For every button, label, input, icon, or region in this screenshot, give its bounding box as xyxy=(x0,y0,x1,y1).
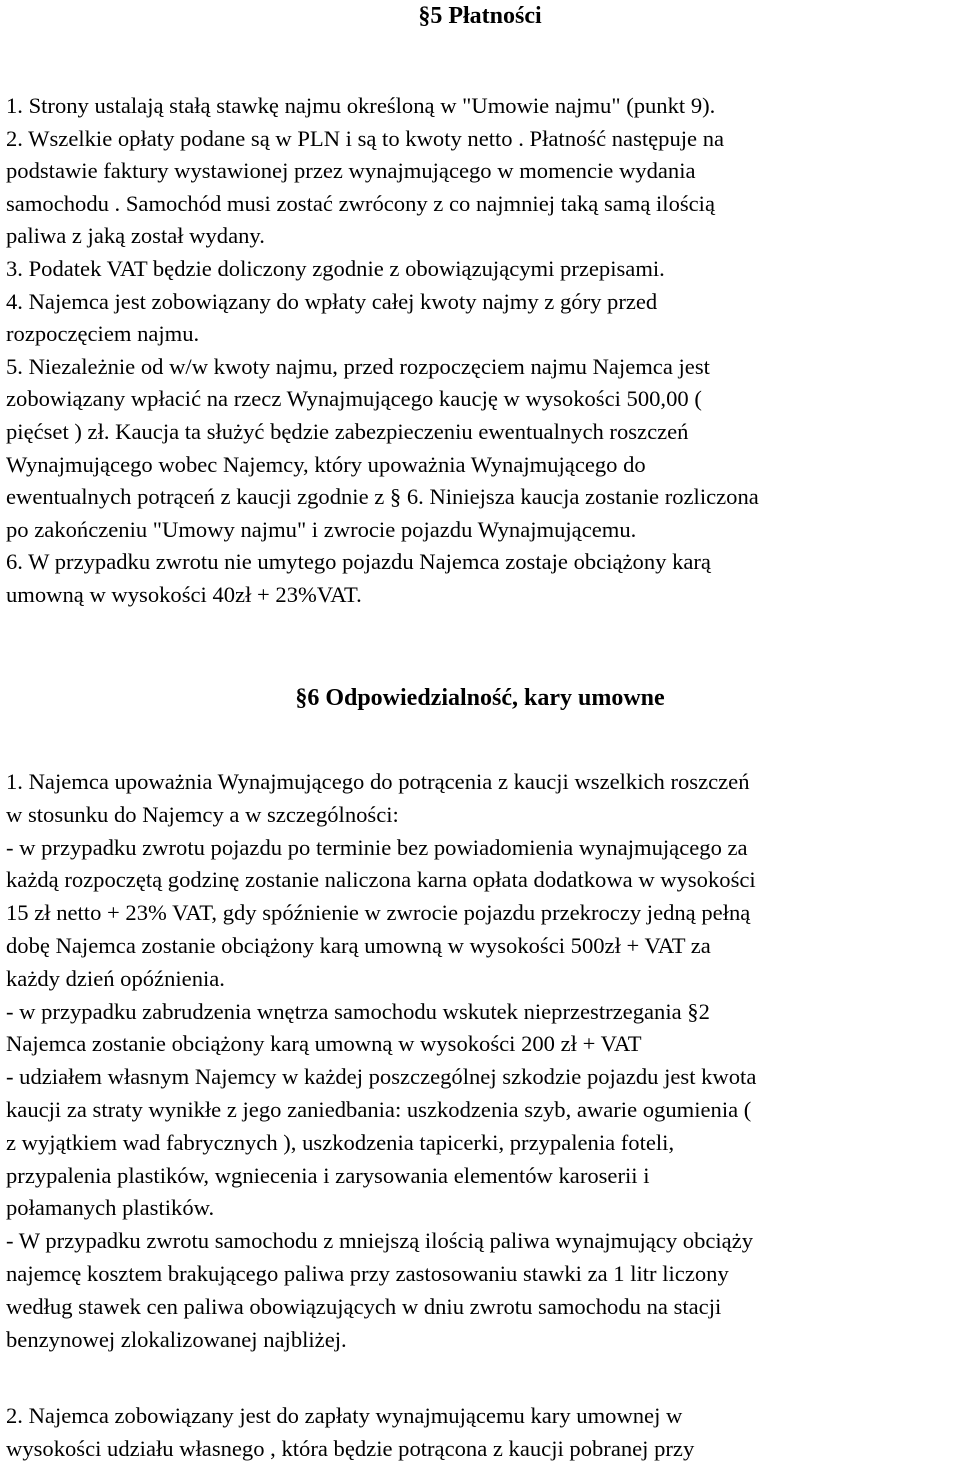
section-5-body xyxy=(6,90,960,612)
text-line: 1. Najemca upoważnia Wynajmującego do potrącenia z kaucji wszelkich roszczeń xyxy=(6,769,750,794)
text-line: 3. Podatek VAT będzie doliczony zgodnie z obowiązującymi przepisami. xyxy=(6,255,665,281)
text-line: rozpoczęciem najmu. xyxy=(6,321,200,347)
section-6-title: §6 Odpowiedzialność, kary umowne xyxy=(295,685,665,711)
text-line: - w przypadku zabrudzenia wnętrza samochodu wskutek nieprzestrzegania §2 xyxy=(6,998,710,1024)
text-line: pięćset ) zł. Kaucja ta służyć będzie zabezpieczeniu ewentualnych roszczeń xyxy=(6,418,689,444)
text-line: dobę Najemca zostanie obciążony karą umowną w wysokości 500zł + VAT za xyxy=(6,932,711,958)
text-line: paliwa z jaką został wydany. xyxy=(6,223,265,249)
text-line: - w przypadku zwrotu pojazdu po terminie bez powiadomienia wynajmującego za xyxy=(6,834,748,860)
text-line: 2. Wszelkie opłaty podane są w PLN i są to kwoty netto . Płatność następuje na xyxy=(6,125,725,151)
text-line: najemcę kosztem brakującego paliwa przy zastosowaniu stawki za 1 litr liczony xyxy=(6,1260,729,1286)
text-line: Najemca zostanie obciążony karą umowną w wysokości 200 zł + VAT xyxy=(6,1031,642,1057)
text-line: po zakończeniu "Umowy najmu" i zwrocie pojazdu Wynajmującemu. xyxy=(6,516,637,542)
text-line: wysokości udziału własnego , która będzie potrącona z kaucji pobranej przy xyxy=(6,1435,695,1461)
text-line: każdą rozpoczętą godzinę zostanie naliczona karna opłata dodatkowa w wysokości xyxy=(6,867,756,893)
text-line: benzynowej zlokalizowanej najbliżej. xyxy=(6,1326,347,1352)
section-6-point-2 xyxy=(6,1400,960,1465)
section-5-title: §5 Płatności xyxy=(418,3,542,29)
text-line: umowną w wysokości 40zł + 23%VAT. xyxy=(6,581,362,607)
text-line: ewentualnych potrąceń z kaucji zgodnie z § 6. Niniejsza kaucja zostanie rozliczona xyxy=(6,484,759,510)
text-line: zobowiązany wpłacić na rzecz Wynajmującego kaucję w wysokości 500,00 ( xyxy=(6,386,702,412)
text-line: 4. Najemca jest zobowiązany do wpłaty całej kwoty najmy z góry przed xyxy=(6,288,658,314)
text-line: podstawie faktury wystawionej przez wynajmującego w momencie wydania xyxy=(6,158,696,184)
text-line: 5. Niezależnie od w/w kwoty najmu, przed rozpoczęciem najmu Najemca jest xyxy=(6,353,710,379)
text-line: przypalenia plastików, wgniecenia i zarysowania elementów karoserii i xyxy=(6,1162,650,1188)
text-line: samochodu . Samochód musi zostać zwrócony z co najmniej taką samą ilością xyxy=(6,190,715,216)
text-line: kaucji za straty wynikłe z jego zaniedbania: uszkodzenia szyb, awarie ogumienia ( xyxy=(6,1096,752,1122)
text-line: - udziałem własnym Najemcy w każdej poszczególnej szkodzie pojazdu jest kwota xyxy=(6,1064,757,1090)
text-line: w stosunku do Najemcy a w szczególności: xyxy=(6,801,399,827)
text-line: - W przypadku zwrotu samochodu z mniejszą ilością paliwa wynajmujący obciąży xyxy=(6,1228,754,1254)
text-line: według stawek cen paliwa obowiązujących w dniu zwrotu samochodu na stacji xyxy=(6,1293,722,1319)
text-line: połamanych plastików. xyxy=(6,1195,215,1221)
text-line: z wyjątkiem wad fabrycznych ), uszkodzenia tapicerki, przypalenia foteli, xyxy=(6,1129,675,1155)
text-line: każdy dzień opóźnienia. xyxy=(6,965,225,991)
text-line: 1. Strony ustalają stałą stawkę najmu określoną w "Umowie najmu" (punkt 9). xyxy=(6,93,716,118)
text-line: Wynajmującego wobec Najemcy, który upoważnia Wynajmującego do xyxy=(6,451,646,477)
section-6-body xyxy=(6,766,960,1356)
text-line: 15 zł netto + 23% VAT, gdy spóźnienie w zwrocie pojazdu przekroczy jedną pełną xyxy=(6,900,751,926)
text-line: 6. W przypadku zwrotu nie umytego pojazdu Najemca zostaje obciążony karą xyxy=(6,549,711,575)
text-line: 2. Najemca zobowiązany jest do zapłaty wynajmującemu kary umownej w xyxy=(6,1403,683,1428)
